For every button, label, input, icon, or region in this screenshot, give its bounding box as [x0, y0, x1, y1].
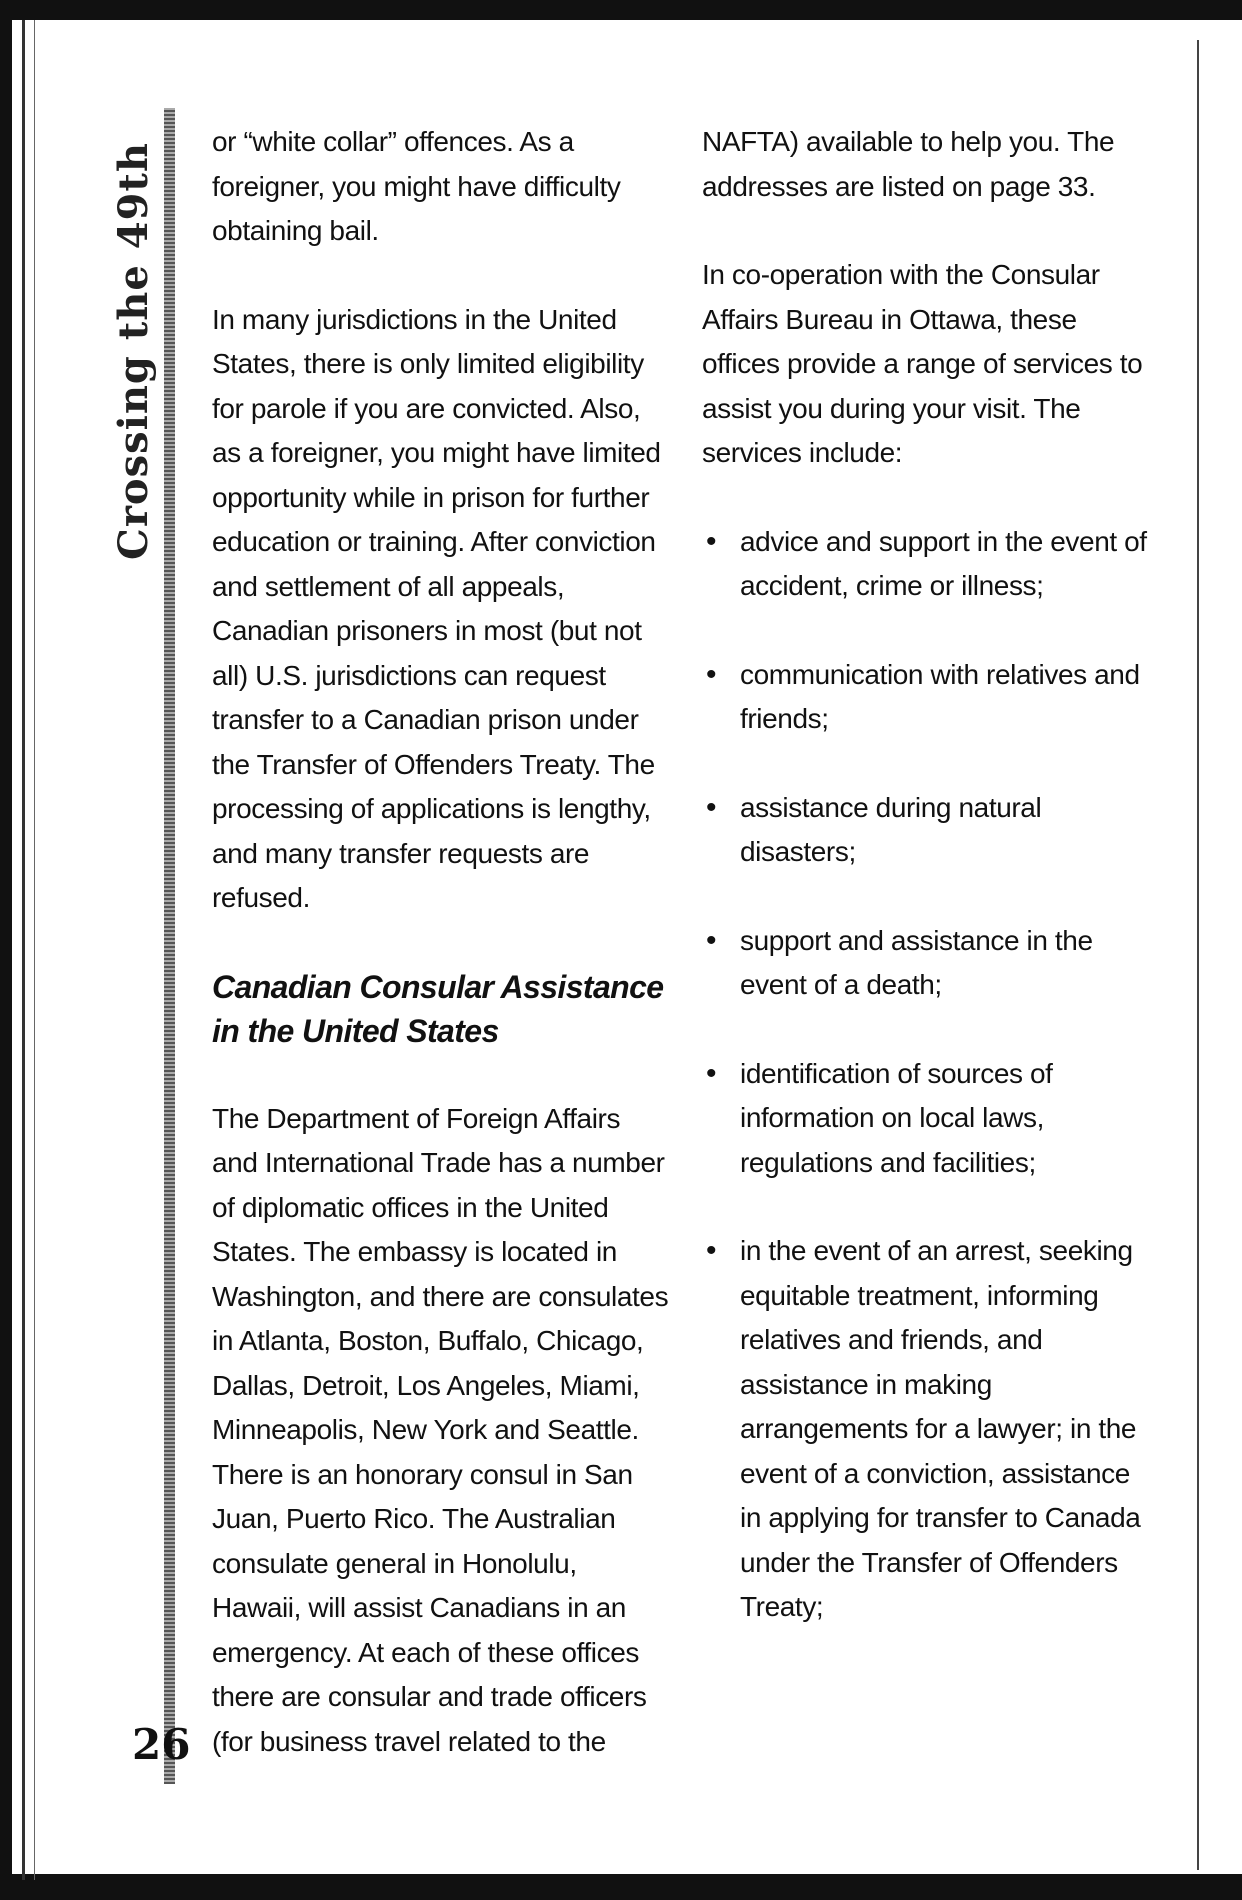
scan-border-top [0, 0, 1242, 20]
page-number: 26 [132, 1720, 191, 1769]
page-gutter-line [1197, 40, 1199, 1870]
running-title: Crossing the 49th [110, 142, 157, 560]
list-item: • support and assistance in the event of a death; [702, 919, 1152, 1008]
scan-border-bottom [0, 1874, 1242, 1900]
paragraph: NAFTA) available to help you. The addresses are listed on page 33. [702, 126, 1115, 202]
list-item: • identification of sources of information on local laws, regulations and facilities; [702, 1052, 1152, 1186]
paragraph: The Department of Foreign Affairs and International Trade has a number of diplomatic offices in the United States. The embassy is located in Washington, and there are consulates in Atlanta, Boston, Buffalo, Chicago, Dallas, Detroit, Los Angeles, Miami, Minneapolis, New York and Seattle. There is an honorary consul in San Juan, Puerto Rico. The Australian consulate general in Honolulu, Hawaii, will assist Canadians in an emergency. At each of these offices there are consular and trade officers (for business travel related to the [212, 1102, 669, 1757]
paragraph: In co-operation with the Consular Affairs Bureau in Ottawa, these offices provide a range of services to assist you during your visit. The services include: [702, 259, 1143, 468]
section-heading: Canadian Consular Assistance in the United States [212, 968, 664, 1049]
column-right [702, 120, 1152, 1674]
list-item: • communication with relatives and friends; [702, 653, 1152, 742]
list-item: • advice and support in the event of accident, crime or illness; [702, 520, 1152, 609]
list-item: • assistance during natural disasters; [702, 786, 1152, 875]
scan-border-line [34, 20, 35, 1880]
scan-border-line [22, 20, 25, 1880]
scan-border-left [0, 0, 12, 1900]
list-item: • in the event of an arrest, seeking equitable treatment, informing relatives and friends, and assistance in making arrangements for a lawyer; in the event of a conviction, assistance in applying for transfer to Canada under the Transfer of Offenders Treaty; [702, 1229, 1152, 1630]
services-list [702, 520, 1152, 1630]
column-left [212, 120, 672, 1764]
paragraph: or “white collar” offences. As a foreigner, you might have difficulty obtaining bail. [212, 126, 621, 246]
paragraph: In many jurisdictions in the United States, there is only limited eligibility for parole if you are convicted. Also, as a foreigner, you might have limited opportunity while in prison for further education or training. After conviction and settlement of all appeals, Canadian prisoners in most (but not all) U.S. jurisdictions can request transfer to a Canadian prison under the Transfer of Offenders Treaty. The processing of applications is lengthy, and many transfer requests are refused. [212, 303, 661, 913]
